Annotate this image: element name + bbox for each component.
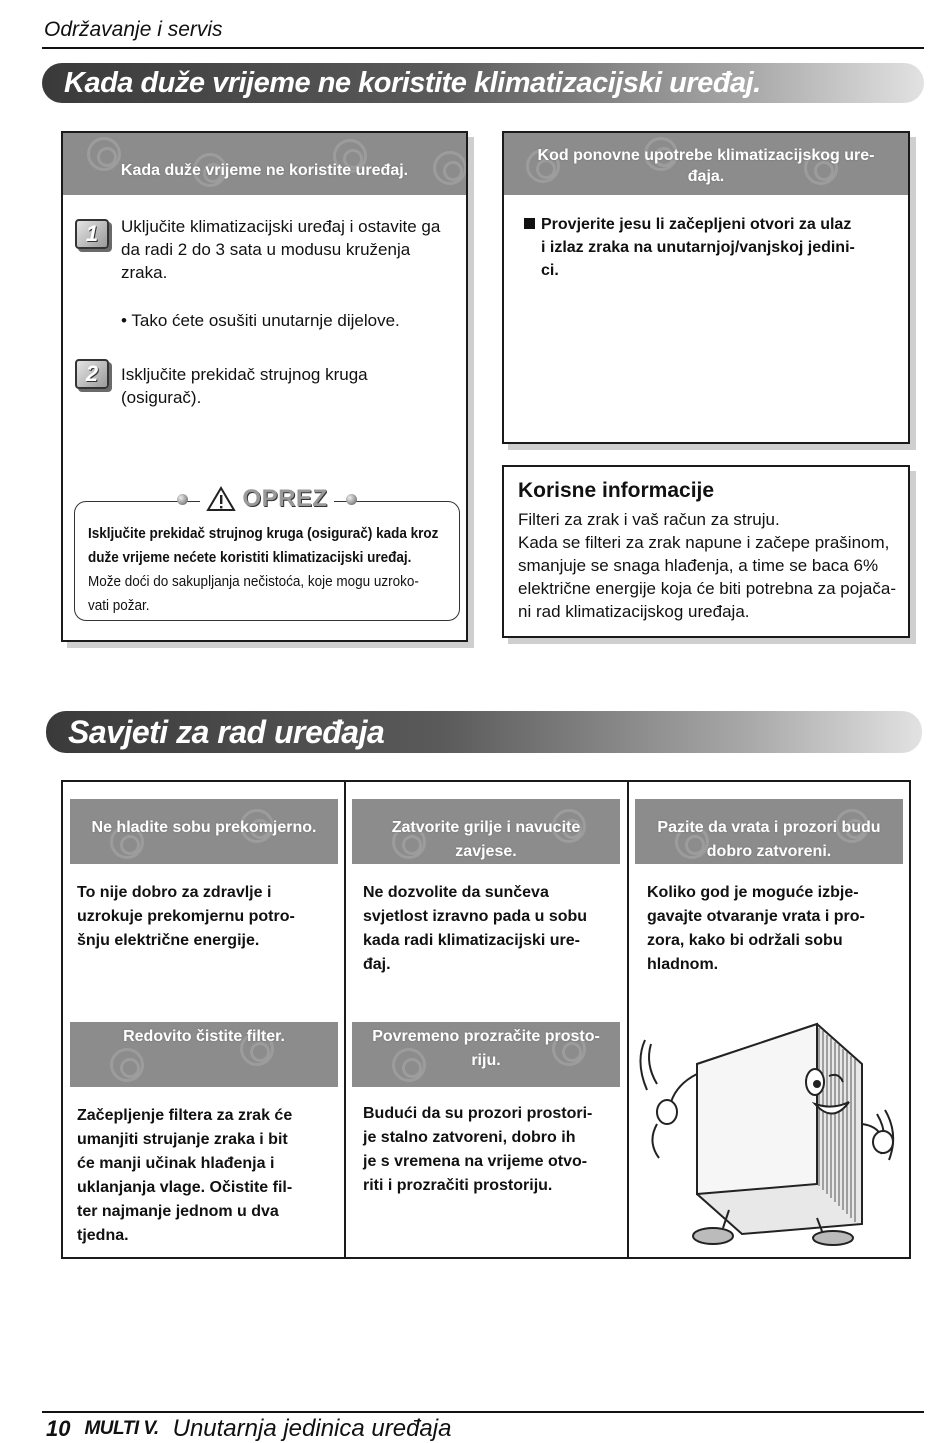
useful-info-box (502, 465, 910, 638)
tip-text: Budući da su prozori prostori- je stalno zatvoreni, dobro ih je s vremena na vrijeme otvo- riti i prozračiti prostoriju. (363, 1105, 593, 1194)
tips-table (61, 780, 911, 1259)
top-rule (42, 47, 924, 49)
tip-header: Pazite da vrata i prozori budu dobro zatvoreni. (635, 799, 903, 864)
bullet-item: Provjerite jesu li začepljeni otvori za ulaz i izlaz zraka na unutarnjoj/vanjskoj jedini- ci. (524, 213, 899, 282)
footer-title: Unutarnja jedinica uređaja (172, 1415, 452, 1442)
brand-logo: MULTI V. (84, 1418, 159, 1439)
step-text: Uključite klimatizacijski uređaj i ostavite ga da radi 2 do 3 sata u modusu kruženja zraka. (121, 217, 441, 282)
section-title-bar (46, 711, 922, 753)
page-number: 10 (46, 1416, 71, 1441)
tip-text: Ne dozvolite da sunčeva svjetlost izravno pada u sobu kada radi klimatizacijski ure- đaj. (363, 884, 588, 973)
tip-text: To nije dobro za zdravlje i uzrokuje prekomjernu potro- šnju električne energije. (77, 884, 295, 949)
tip-text: Začepljenje filtera za zrak će umanjiti strujanje zraka i bit će manji učinak hlađenja i uklanjanja vlage. Očistite fil- ter najmanje jednom u dva tjedna. (77, 1107, 293, 1244)
tip-text: Koliko god je moguće izbje- gavajte otvaranje vrata i pro- zora, kako bi održali sobu hladnom. (647, 884, 865, 973)
warning-triangle-icon (206, 486, 236, 512)
section-label: Održavanje i servis (44, 18, 223, 41)
tip-header: Zatvorite grilje i navucite zavjese. (352, 799, 620, 864)
box-header (504, 133, 908, 195)
section-title-bar (42, 63, 924, 103)
box-header (63, 133, 466, 195)
step-note: • Tako ćete osušiti unutarnje dijelove. (121, 311, 400, 330)
info-text: Filteri za zrak i vaš račun za struju. Kada se filteri za zrak napune i začepe prašinom, smanjuje se snaga hlađenja, a time se baca 6% električne energije koja će biti potrebna za pojača- ni rad klimatizacijskog uređaja. (518, 510, 897, 621)
info-title: Korisne informacije (518, 479, 715, 502)
tip-header: Ne hladite sobu prekomjerno. (70, 799, 338, 864)
step-number-badge: 1 (75, 219, 109, 249)
step-text: Isključite prekidač strujnog kruga (osigurač). (121, 365, 368, 407)
reuse-instructions-box (502, 131, 910, 444)
section-title: Savjeti za rad uređaja (68, 713, 385, 750)
tip-header: Povremeno prozračite prosto- riju. (352, 1022, 620, 1087)
happy-filter-illustration (637, 1014, 907, 1246)
caution-label: OPREZ (242, 485, 328, 512)
tip-header: Redovito čistite filter. (70, 1022, 338, 1087)
bottom-rule (42, 1411, 924, 1413)
caution-text: Isključite prekidač strujnog kruga (osigurač) kada kroz duže vrijeme nećete koristiti klimatizacijski uređaj. Može doći do sakupljanja nečistoća, koje mogu uzroko- vati požar. (88, 525, 439, 614)
square-bullet-icon (524, 218, 535, 229)
bullet-dot-icon (177, 494, 188, 505)
footer (46, 1415, 451, 1443)
storage-instructions-box (61, 131, 468, 642)
step-number-badge: 2 (75, 359, 109, 389)
box-heading: Kod ponovne upotrebe klimatizacijskog ure- đaja. (537, 147, 875, 185)
caution-panel (74, 485, 460, 621)
box-heading: Kada duže vrijeme ne koristite uređaj. (120, 162, 409, 179)
bullet-dot-icon (346, 494, 357, 505)
section-title: Kada duže vrijeme ne koristite klimatizacijski uređaj. (64, 66, 761, 99)
